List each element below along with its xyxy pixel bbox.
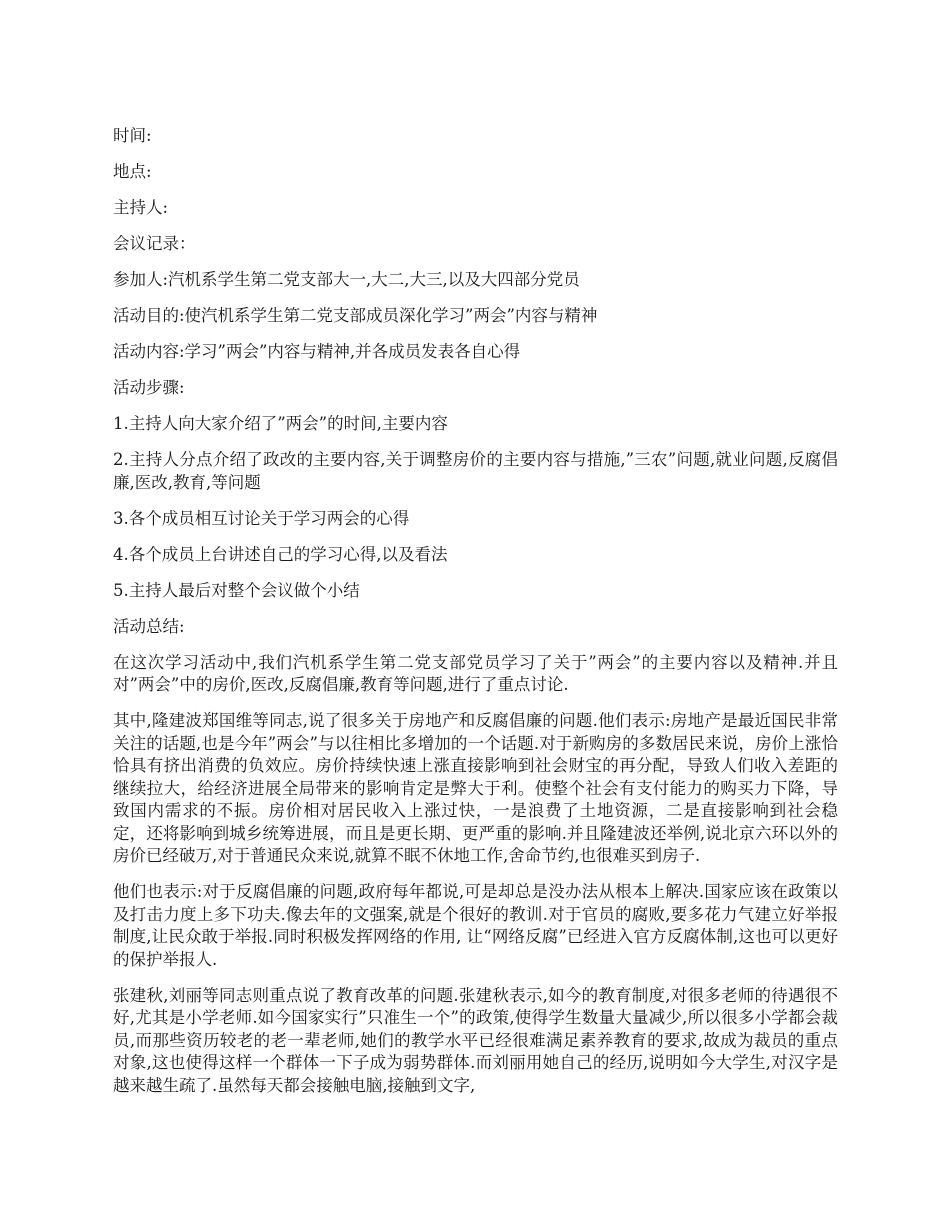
- content-line: 活动内容:学习”两会”内容与精神,并各成员发表各自心得: [113, 342, 521, 361]
- step-item: 1.主持人向大家介绍了”两会”的时间,主要内容: [113, 414, 448, 433]
- participants-line: 参加人:汽机系学生第二党支部大一,大二,大三,以及大四部分党员: [113, 270, 580, 289]
- steps-label: 活动步骤:: [113, 378, 185, 397]
- step-item: 2.主持人分点介绍了政改的主要内容,关于调整房价的主要内容与措施,”三农”问题,就业问题,反腐倡廉,医改,教育,等问题: [113, 450, 838, 492]
- summary-paragraph: 他们也表示:对于反腐倡廉的问题,政府每年都说,可是却总是没办法从根本上解决.国家应该在政策以及打击力度上多下功夫.像去年的文强案,就是个很好的教训.对于官员的腐败,要多花力气建立好举报制度,让民众敢于举报.同时积极发挥网络的作用, 让“网络反腐”已经进入官方反腐体制,这也可以更好的保护举报人.: [113, 882, 838, 969]
- minutes-label: 会议记录：: [113, 234, 196, 253]
- step-item: 4.各个成员上台讲述自己的学习心得,以及看法: [113, 544, 448, 564]
- step-item: 3.各个成员相互讨论关于学习两会的心得: [113, 508, 410, 528]
- summary-paragraph: 在这次学习活动中,我们汽机系学生第二党支部党员学习了关于”两会”的主要内容以及精神.并且对”两会”中的房价,医改,反腐倡廉,教育等问题,进行了重点讨论.: [113, 652, 838, 694]
- summary-paragraph: 张建秋,刘丽等同志则重点说了教育改革的问题.张建秋表示,如今的教育制度,对很多老师的待遇很不好,尤其是小学老师.如今国家实行”只准生一个”的政策,使得学生数量大量减少,所以很多小学都会裁员,而那些资历较老的老一辈老师,她们的教学水平已经很难满足素养教育的要求,故成为裁员的重点对象,这也使得这样一个群体一下子成为弱势群体.而刘丽用她自己的经历,说明如今大学生,对汉字是越来越生疏了.虽然每天都会接触电脑,接触到文字,: [113, 985, 838, 1095]
- purpose-line: 活动目的:使汽机系学生第二党支部成员深化学习”两会”内容与精神: [113, 306, 598, 325]
- time-label: 时间:: [113, 126, 152, 145]
- place-label: 地点:: [113, 162, 152, 181]
- step-item: 5.主持人最后对整个会议做个小结: [113, 580, 360, 600]
- summary-paragraph: 其中,隆建波郑国维等同志,说了很多关于房地产和反腐倡廉的问题.他们表示:房地产是最近国民非常关注的话题,也是今年”两会”与以往相比多增加的一个话题.对于新购房的多数居民来说，房价上涨恰恰具有挤出消费的负效应。房价持续快速上涨直接影响到社会财宝的再分配，导致人们收入差距的继续拉大，给经济进展全局带来的影响肯定是弊大于利。使整个社会有支付能力的购买力下降，导致国内需求的不振。房价相对居民收入上涨过快，一是浪费了土地资源，二是直接影响到社会稳定，还将影响到城乡统筹进展，而且是更长期、更严重的影响.并且隆建波还举例,说北京六环以外的房价已经破万,对于普通民众来说,就算不眠不休地工作,舍命节约,也很难买到房子.: [113, 711, 838, 865]
- summary-label: 活动总结:: [113, 616, 185, 636]
- host-label: 主持人:: [113, 198, 169, 217]
- document-page: [113, 125, 838, 1111]
